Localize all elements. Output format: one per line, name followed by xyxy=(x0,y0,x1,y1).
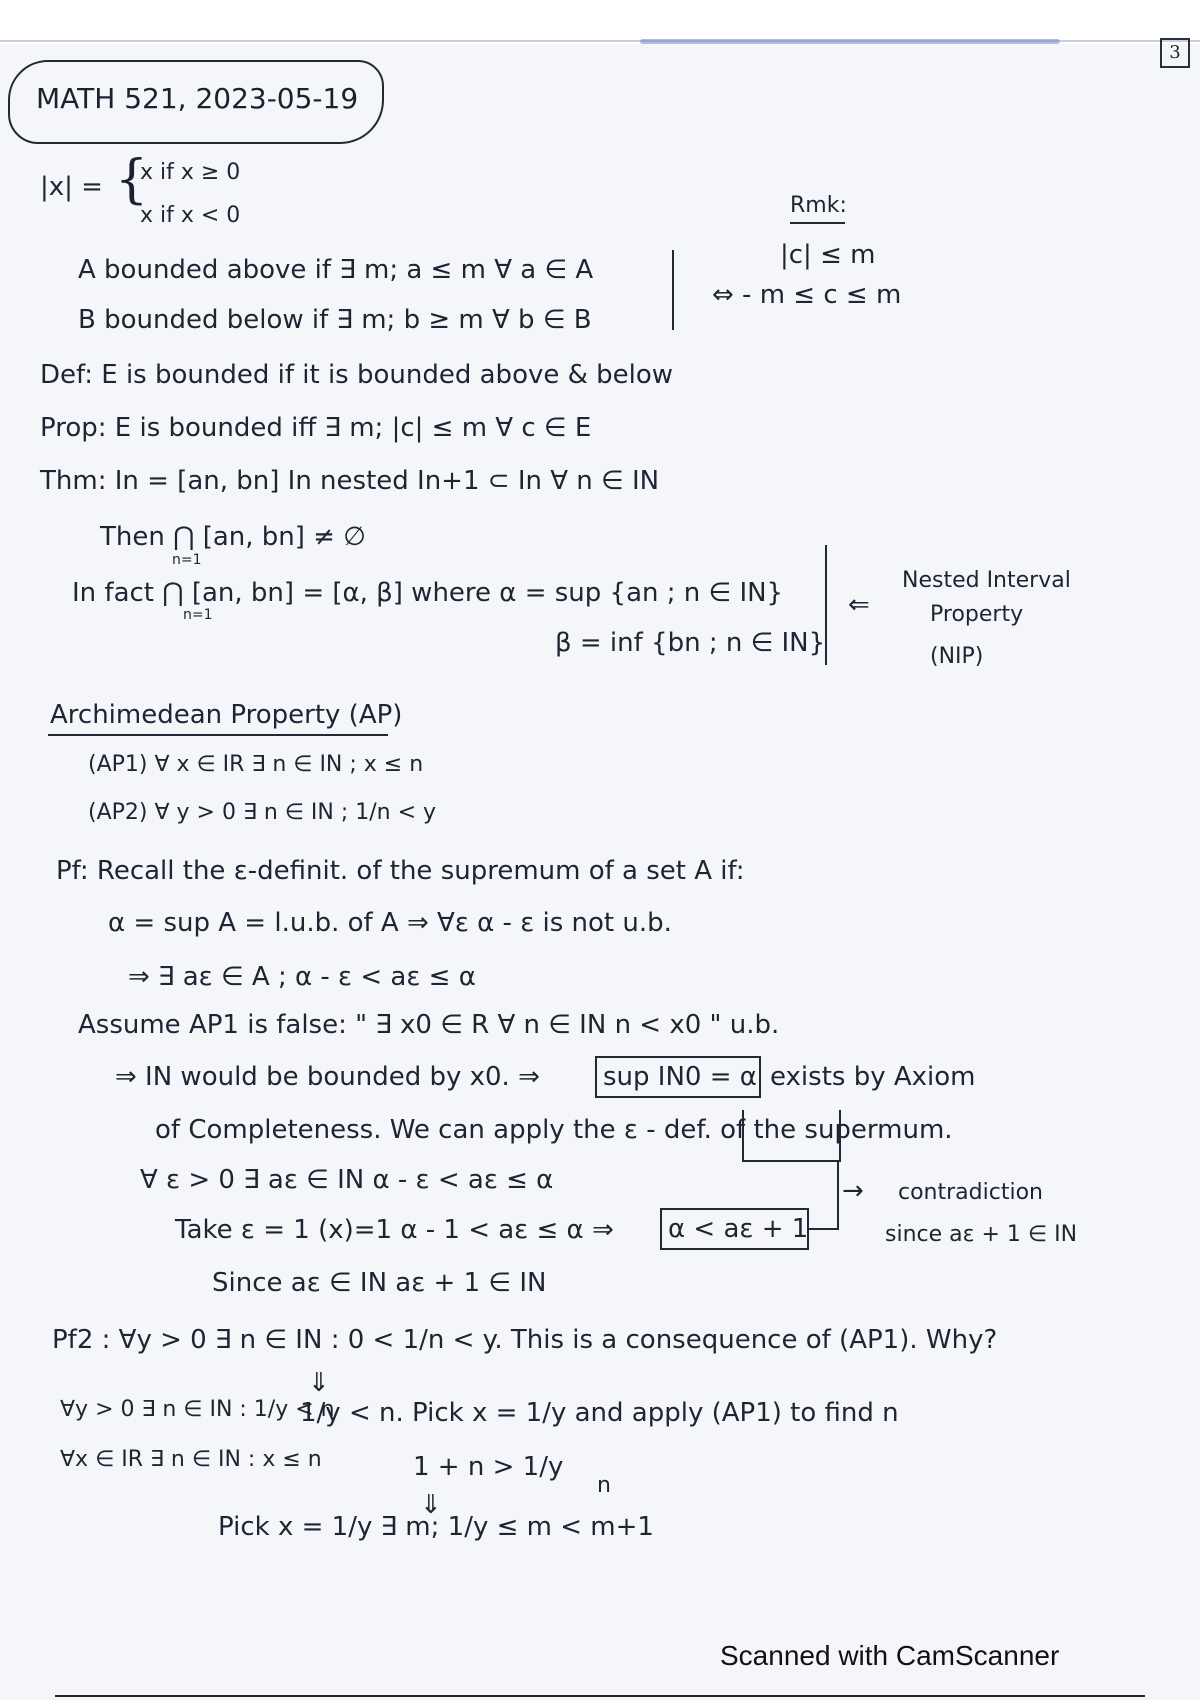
then-line: Then ⋂ [an, bn] ≠ ∅ xyxy=(100,522,366,552)
n-over-label: n xyxy=(597,1473,611,1498)
nip-arrow: ⇐ xyxy=(848,590,870,620)
footer-rule xyxy=(55,1695,1145,1697)
down-arrow-2: ⇓ xyxy=(420,1490,442,1520)
scanner-watermark: Scanned with CamScanner xyxy=(720,1640,1060,1671)
pick-1-line: 1/y < n. Pick x = 1/y and apply (AP1) to find n xyxy=(300,1398,899,1428)
remark-line-1: |c| ≤ m xyxy=(780,240,876,270)
ap-title: Archimedean Property (AP) xyxy=(50,700,403,730)
proposition: Prop: E is bounded iff ∃ m; |c| ≤ m ∀ c ∈ E xyxy=(40,413,592,443)
abs-lhs: |x| = xyxy=(40,172,103,202)
contradiction-since: since aε + 1 ∈ IN xyxy=(885,1222,1078,1247)
forall-x-line: ∀x ∈ IR ∃ n ∈ IN : x ≤ n xyxy=(60,1447,322,1472)
ap-title-underline xyxy=(48,734,388,736)
pick-2-line: Pick x = 1/y ∃ m; 1/y ≤ m < m+1 xyxy=(218,1512,654,1542)
in-fact-line: In fact ⋂ [an, bn] = [α, β] where α = sup {an ; n ∈ IN} xyxy=(72,578,784,608)
abs-case-2: x if x < 0 xyxy=(140,203,241,228)
ap1: (AP1) ∀ x ∈ IR ∃ n ∈ IN ; x ≤ n xyxy=(88,752,424,777)
contra-bar xyxy=(837,1160,839,1230)
nip-label-2: Property xyxy=(930,602,1024,627)
proof-2-down-arrow: ⇓ xyxy=(308,1368,330,1398)
since-line: Since aε ∈ IN aε + 1 ∈ IN xyxy=(212,1268,547,1298)
proof-sup: α = sup A = l.u.b. of A ⇒ ∀ε α - ε is not u.b. xyxy=(108,908,672,938)
sup-box-text: sup IN0 = α xyxy=(603,1062,757,1092)
bounded-above: A bounded above if ∃ m; a ≤ m ∀ a ∈ A xyxy=(78,255,594,285)
then-index: n=1 xyxy=(172,552,202,568)
forall-eps-line: ∀ ε > 0 ∃ aε ∈ IN α - ε < aε ≤ α xyxy=(140,1165,554,1195)
proof-recall: Pf: Recall the ε-definit. of the supremum of a set A if: xyxy=(56,856,745,886)
bounded-bar xyxy=(672,250,674,330)
theorem: Thm: In = [an, bn] In nested In+1 ⊂ In ∀ n ∈ IN xyxy=(40,466,660,496)
contra-arrow: → xyxy=(842,1176,864,1206)
contradiction-label: contradiction xyxy=(898,1180,1043,1205)
remark-line-2: ⇔ - m ≤ c ≤ m xyxy=(712,280,902,310)
take-line: Take ε = 1 (x)=1 α - 1 < aε ≤ α ⇒ xyxy=(175,1215,614,1245)
proof-2-line: Pf2 : ∀y > 0 ∃ n ∈ IN : 0 < 1/n < y. This is a consequence of (AP1). Why? xyxy=(52,1325,998,1355)
beta-line: β = inf {bn ; n ∈ IN} xyxy=(555,628,826,658)
forall-y-line: ∀y > 0 ∃ n ∈ IN : 1/y < n xyxy=(60,1397,335,1422)
remark-label: Rmk: xyxy=(790,193,847,218)
page-title: MATH 521, 2023-05-19 xyxy=(36,82,359,115)
in-fact-index: n=1 xyxy=(183,607,213,623)
remark-underline xyxy=(790,222,845,224)
abs-brace: { xyxy=(115,150,149,210)
would-line-end: exists by Axiom xyxy=(770,1062,976,1092)
alpha-box-text: α < aε + 1 xyxy=(668,1214,809,1244)
nip-bar xyxy=(825,545,827,665)
would-line: ⇒ IN would be bounded by x0. ⇒ xyxy=(115,1062,540,1092)
assume-line: Assume AP1 is false: " ∃ x0 ∈ R ∀ n ∈ IN n < x0 " u.b. xyxy=(78,1010,780,1040)
page-number: 3 xyxy=(1160,38,1190,68)
def-bracket xyxy=(742,1110,841,1162)
completeness-line: of Completeness. We can apply the ε - def. of the supermum. xyxy=(155,1115,953,1145)
definition: Def: E is bounded if it is bounded above & below xyxy=(40,360,674,390)
ap2: (AP2) ∀ y > 0 ∃ n ∈ IN ; 1/n < y xyxy=(88,800,437,825)
abs-case-1: x if x ≥ 0 xyxy=(140,160,241,185)
nip-label-3: (NIP) xyxy=(930,644,984,669)
proof-exists: ⇒ ∃ aε ∈ A ; α - ε < aε ≤ α xyxy=(128,962,476,992)
top-band xyxy=(0,0,1200,44)
contra-link xyxy=(808,1228,838,1230)
nip-label-1: Nested Interval xyxy=(902,568,1071,593)
one-plus-n-line: 1 + n > 1/y xyxy=(413,1452,564,1482)
bounded-below: B bounded below if ∃ m; b ≥ m ∀ b ∈ B xyxy=(78,305,592,335)
top-blue-mark xyxy=(640,39,1060,44)
